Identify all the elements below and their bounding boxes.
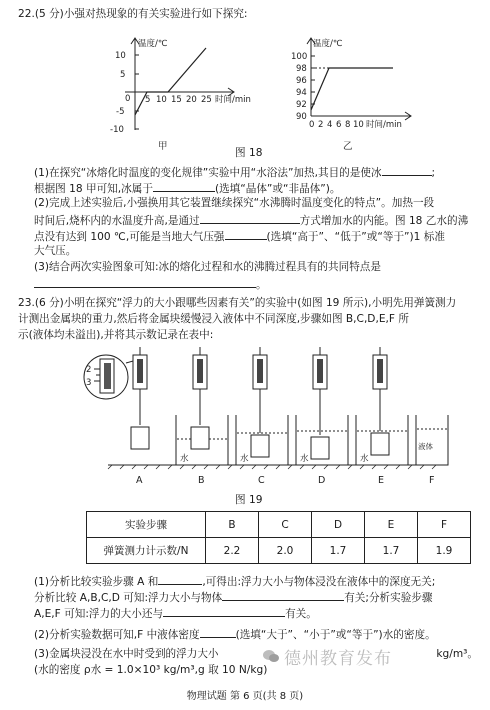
q23-part1-line3: A,E,F 可知:浮力的大小还与 有关。 — [34, 605, 317, 621]
watermark — [262, 644, 462, 668]
apparatus-label: F — [429, 475, 435, 486]
graph-jia-xtick: 5 — [145, 95, 151, 105]
graph-jia-caption: 甲 — [158, 141, 168, 152]
q23-stem-line2: 计测出金属块的重力,然后将金属块缓慢浸入液体中不同深度,步骤如图 B,C,D,E,F 所 — [18, 313, 409, 325]
table-row — [87, 512, 471, 538]
liquid-label: 水 — [240, 454, 249, 464]
zoom-tick-label: 2 — [86, 365, 92, 375]
liquid-label: 液体 — [418, 442, 433, 451]
wechat-icon — [262, 647, 280, 665]
figure-19-label: 图 19 — [235, 494, 263, 506]
graph-jia — [88, 36, 258, 152]
graph-jia-ytick: -5 — [116, 107, 125, 117]
table-header-cell: D — [312, 512, 365, 538]
graph-yi-xtick: 0 — [309, 120, 315, 130]
q23-part1-line2: 分析比较 A,B,C,D 可知:浮力大小与物体 有关;分析实验步骤 — [34, 589, 433, 605]
q22-part3-line1: (3)结合两次实验图象可知:冰的熔化过程和水的沸腾过程具有的共同特点是 — [34, 261, 381, 273]
answer-blank[interactable] — [200, 626, 236, 638]
q22-part2-line3: 点没有达到 100 ℃,可能是当地大气压强 (选填“高于”、“低于”或“等于”)1 标准 — [34, 228, 445, 244]
q22-part3-line2: 。 — [34, 276, 267, 292]
table-header-cell: B — [206, 512, 259, 538]
apparatus-label: E — [378, 475, 385, 486]
graph-yi-ylabel: 温度/℃ — [313, 39, 343, 49]
graph-jia-ylabel: 温度/℃ — [138, 39, 168, 49]
table-header-cell: C — [259, 512, 312, 538]
graph-jia-ytick: 5 — [120, 70, 126, 80]
apparatus-label: D — [318, 475, 326, 486]
graph-yi-xtick: 4 — [327, 120, 333, 130]
table-header-cell: E — [365, 512, 418, 538]
answer-blank[interactable] — [34, 276, 256, 288]
graph-jia-xlabel: 时间/min — [215, 95, 251, 105]
answer-blank[interactable] — [225, 228, 267, 240]
graph-yi-xtick: 2 — [318, 120, 324, 130]
q23-part1-line1: (1)分析比较实验步骤 A 和 ,可得出:浮力大小与物体浸没在液体中的深度无关; — [34, 573, 435, 589]
q23-part3-note: (水的密度 ρ水 = 1.0×10³ kg/m³,g 取 10 N/kg) — [34, 664, 268, 676]
graph-jia-ytick: 10 — [115, 51, 126, 61]
q23-part3-line: (3)金属块浸没在水中时受到的浮力大小 kg/m³。 — [34, 648, 478, 660]
table-row — [87, 538, 471, 564]
graph-yi-ytick: 92 — [296, 100, 307, 110]
graph-yi-curve — [311, 68, 393, 110]
graph-yi-ytick: 100 — [291, 52, 308, 62]
answer-blank[interactable] — [153, 180, 215, 192]
answer-blank[interactable] — [200, 212, 300, 224]
graph-jia-xtick: 25 — [201, 95, 212, 105]
graph-yi-xlabel: 时间/min — [366, 120, 402, 130]
liquid-label: 水 — [300, 454, 309, 464]
liquid-label: 水 — [360, 454, 369, 464]
table-header-cell: 实验步骤 — [87, 512, 206, 538]
q22-part2-line1: (2)完成上述实验后,小强换用其它装置继续探究“水沸腾时温度变化的特点”。加热一段 — [34, 197, 435, 209]
table-header-cell: F — [418, 512, 471, 538]
figure-19-apparatus — [80, 345, 450, 493]
apparatus-label: A — [136, 475, 143, 486]
graph-jia-xtick: 15 — [171, 95, 182, 105]
table-cell: 1.7 — [312, 538, 365, 564]
q23-stem-line3: 示(液体均未溢出),并将其示数记录在表中: — [18, 329, 214, 341]
q23-part2-line: (2)分析实验数据可知,F 中液体密度 (选填“大于”、“小于”或“等于”)水的密度。 — [34, 626, 436, 642]
graph-yi-ytick: 98 — [296, 64, 307, 74]
graph-yi — [283, 36, 443, 152]
apparatus-label: B — [198, 475, 205, 486]
q22-part2-line2: 时间后,烧杯内的水温度升高,是通过 方式增加水的内能。图 18 乙水的沸 — [34, 212, 468, 228]
table-cell: 2.0 — [259, 538, 312, 564]
figure-18-label: 图 18 — [235, 147, 263, 159]
zoom-tick-label: 3 — [86, 378, 92, 388]
table-cell: 1.7 — [365, 538, 418, 564]
graph-yi-ytick: 90 — [296, 112, 307, 122]
q22-part1-line2: 根据图 18 甲可知,冰属于 (选填“晶体”或“非晶体”)。 — [34, 180, 341, 196]
graph-yi-caption: 乙 — [343, 141, 353, 152]
answer-blank[interactable] — [158, 573, 202, 585]
q22-part2-line4: 大气压。 — [34, 245, 77, 257]
page-footer: 物理试题 第 6 页(共 8 页) — [186, 691, 304, 702]
graph-yi-xtick: 8 — [345, 120, 351, 130]
table-cell: 弹簧测力计示数/N — [87, 538, 206, 564]
q22-stem: 22.(5 分)小强对热现象的有关实验进行如下探究: — [18, 8, 248, 20]
graph-yi-xtick: 10 — [353, 120, 364, 130]
watermark-text: 德州教育发布 — [284, 648, 392, 669]
answer-blank[interactable] — [163, 605, 285, 617]
graph-jia-ytick: 0 — [125, 94, 131, 104]
q22-part1-line1: (1)在探究“冰熔化时温度的变化规律”实验中用“水浴法”加热,其目的是使冰 ; — [34, 164, 435, 180]
results-table — [86, 511, 471, 564]
graph-jia-xtick: 20 — [186, 95, 197, 105]
answer-blank[interactable] — [222, 589, 344, 601]
liquid-label: 水 — [180, 454, 189, 464]
table-cell: 1.9 — [418, 538, 471, 564]
q23-stem-line1: 23.(6 分)小明在探究“浮力的大小跟哪些因素有关”的实验中(如图 19 所示),小明先用弹簧测力 — [18, 297, 457, 309]
graph-yi-ytick: 96 — [296, 76, 307, 86]
graph-yi-xtick: 6 — [336, 120, 342, 130]
graph-yi-ytick: 94 — [296, 88, 307, 98]
graph-jia-ytick: -10 — [110, 125, 124, 135]
graph-jia-xtick: 10 — [156, 95, 167, 105]
answer-blank[interactable] — [382, 164, 432, 176]
table-cell: 2.2 — [206, 538, 259, 564]
apparatus-label: C — [258, 475, 265, 486]
